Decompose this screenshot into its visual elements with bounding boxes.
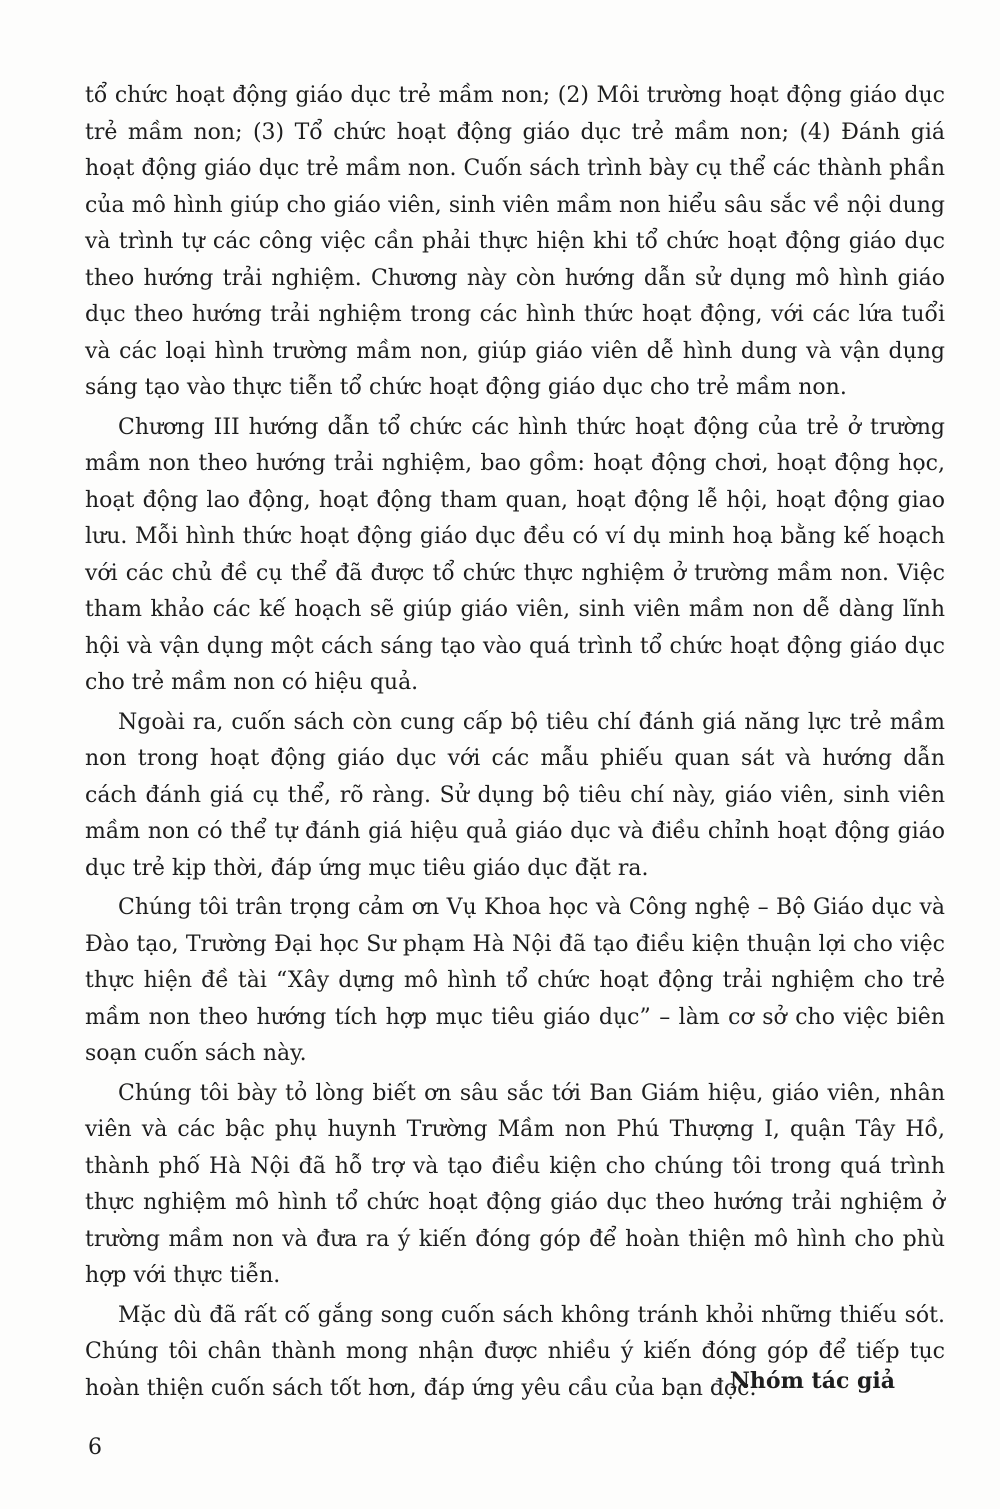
- page-number: 6: [88, 1435, 102, 1460]
- author-signature: Nhóm tác giả: [729, 1368, 895, 1394]
- paragraph-assessment: Ngoài ra, cuốn sách còn cung cấp bộ tiêu chí đánh giá năng lực trẻ mầm non trong hoạt động giáo dục với các mẫu phiếu quan sát và hướng dẫn cách đánh giá cụ thể, rõ ràng. Sử dụng bộ tiêu chí này, giáo viên, sinh viên mầm non có thể tự đánh giá hiệu quả giáo dục và điều chỉnh hoạt động giáo dục trẻ kịp thời, đáp ứng mục tiêu giáo dục đặt ra.: [85, 709, 945, 881]
- paragraph-chapter-three: Chương III hướng dẫn tổ chức các hình thức hoạt động của trẻ ở trường mầm non theo hướng trải nghiệm, bao gồm: hoạt động chơi, hoạt động học, hoạt động lao động, hoạt động tham quan, hoạt động lễ hội, hoạt động giao lưu. Mỗi hình thức hoạt động giáo dục đều có ví dụ minh hoạ bằng kế hoạch với các chủ đề cụ thể đã được tổ chức thực nghiệm ở trường mầm non. Việc tham khảo các kế hoạch sẽ giúp giáo viên, sinh viên mầm non dễ dàng lĩnh hội và vận dụng một cách sáng tạo vào quá trình tổ chức hoạt động giáo dục cho trẻ mầm non có hiệu quả.: [85, 414, 945, 695]
- paragraph-closing: Mặc dù đã rất cố gắng song cuốn sách không tránh khỏi những thiếu sót. Chúng tôi chân thành mong nhận được nhiều ý kiến đóng góp để tiếp tục hoàn thiện cuốn sách tốt hơn, đáp ứng yêu cầu của bạn đọc.: [85, 1302, 945, 1401]
- paragraph-thanks-ministry: Chúng tôi trân trọng cảm ơn Vụ Khoa học và Công nghệ – Bộ Giáo dục và Đào tạo, Trường Đại học Sư phạm Hà Nội đã tạo điều kiện thuận lợi cho việc thực hiện đề tài “Xây dựng mô hình tổ chức hoạt động trải nghiệm cho trẻ mầm non theo hướng tích hợp mục tiêu giáo dục” – làm cơ sở cho việc biên soạn cuốn sách này.: [85, 895, 945, 1066]
- paragraph-continuation: tổ chức hoạt động giáo dục trẻ mầm non; (2) Môi trường hoạt động giáo dục trẻ mầm non; (3) Tổ chức hoạt động giáo dục trẻ mầm non; (4) Đánh giá hoạt động giáo dục trẻ mầm non. Cuốn sách trình bày cụ thể các thành phần của mô hình giúp cho giáo viên, sinh viên mầm non hiểu sâu sắc về nội dung và trình tự các công việc cần phải thực hiện khi tổ chức hoạt động giáo dục theo hướng trải nghiệm. Chương này còn hướng dẫn sử dụng mô hình giáo dục theo hướng trải nghiệm trong các hình thức hoạt động, với các lứa tuổi và các loại hình trường mầm non, giúp giáo viên dễ hình dung và vận dụng sáng tạo vào thực tiễn tổ chức hoạt động giáo dục cho trẻ mầm non.: [85, 83, 945, 400]
- paragraph-thanks-school: Chúng tôi bày tỏ lòng biết ơn sâu sắc tới Ban Giám hiệu, giáo viên, nhân viên và các bậc phụ huynh Trường Mầm non Phú Thượng I, quận Tây Hồ, thành phố Hà Nội đã hỗ trợ và tạo điều kiện cho chúng tôi trong quá trình thực nghiệm mô hình tổ chức hoạt động giáo dục theo hướng trải nghiệm ở trường mầm non và đưa ra ý kiến đóng góp để hoàn thiện mô hình cho phù hợp với thực tiễn.: [85, 1080, 945, 1288]
- body-text: [85, 78, 945, 1407]
